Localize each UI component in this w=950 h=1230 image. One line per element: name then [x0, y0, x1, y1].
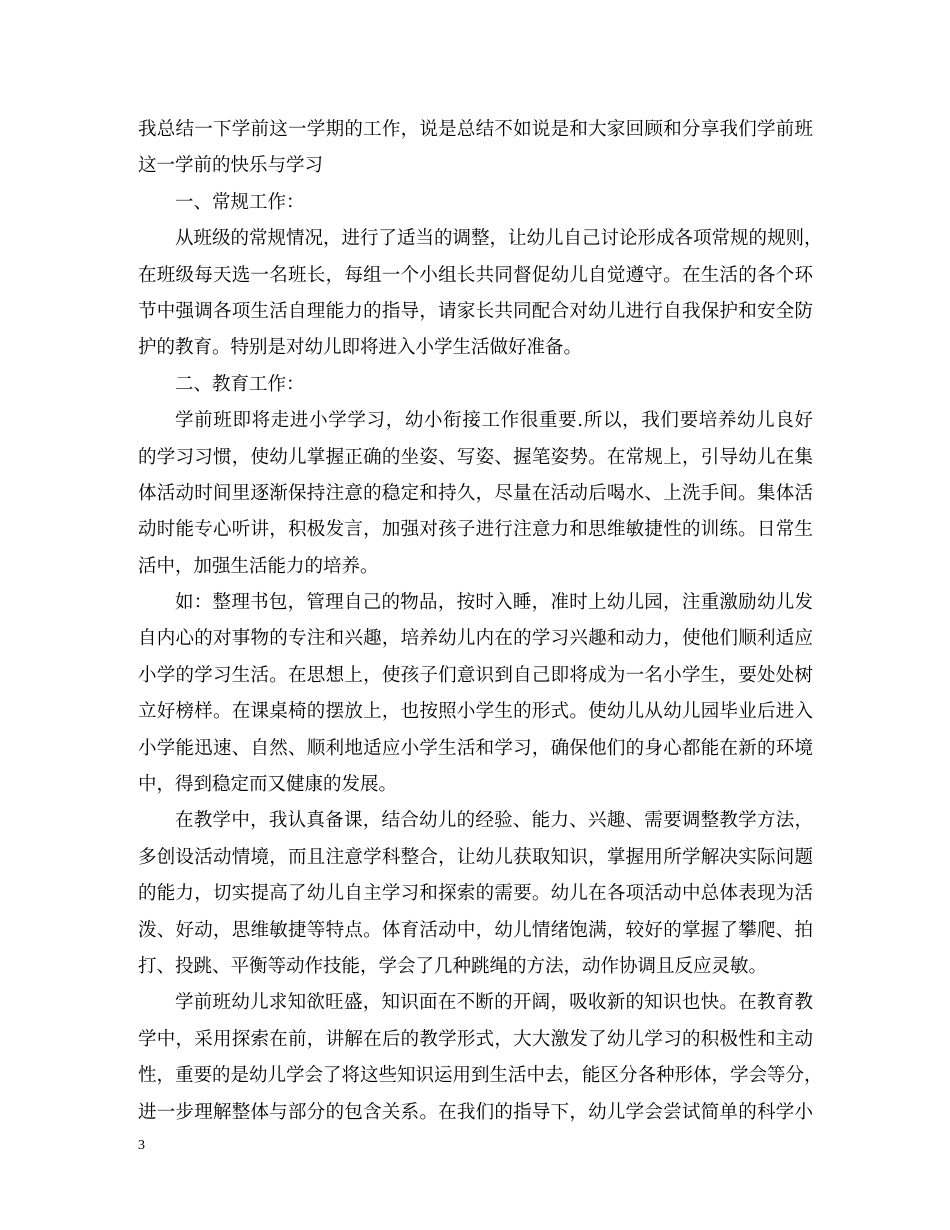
- text-line: 从班级的常规情况，进行了适当的调整，让幼儿自己讨论形成各项常规的规则，: [175, 228, 823, 250]
- text-line: 自内心的对事物的专注和兴趣，培养幼儿内在的学习兴趣和动力，使他们顺利适应: [138, 628, 813, 650]
- text-line: 泼、好动，思维敏捷等特点。体育活动中，幼儿情绪饱满，较好的掌握了攀爬、拍: [138, 919, 813, 941]
- text-line: 学前班即将走进小学学习，幼小衔接工作很重要.所以，我们要培养幼儿良好: [175, 410, 813, 432]
- text-line: 在教学中，我认真备课，结合幼儿的经验、能力、兴趣、需要调整教学方法，: [175, 810, 813, 832]
- text-line: 进一步理解整体与部分的包含关系。在我们的指导下，幼儿学会尝试简单的科学小: [138, 1101, 813, 1123]
- text-line: 这一学前的快乐与学习: [138, 155, 324, 177]
- text-line: 多创设活动情境，而且注意学科整合，让幼儿获取知识，掌握用所学解决实际问题: [138, 846, 813, 868]
- text-line: 护的教育。特别是对幼儿即将进入小学生活做好准备。: [138, 337, 583, 359]
- text-line: 体活动时间里逐渐保持注意的稳定和持久，尽量在活动后喝水、上洗手间。集体活: [138, 482, 813, 504]
- text-line: 学中，采用探索在前，讲解在后的教学形式，大大激发了幼儿学习的积极性和主动: [138, 1028, 813, 1050]
- text-line: 小学能迅速、自然、顺利地适应小学生活和学习，确保他们的身心都能在新的环境: [138, 737, 813, 759]
- text-line: 的学习习惯，使幼儿掌握正确的坐姿、写姿、握笔姿势。在常规上，引导幼儿在集: [138, 446, 813, 468]
- text-line: 的能力，切实提高了幼儿自主学习和探索的需要。幼儿在各项活动中总体表现为活: [138, 883, 813, 905]
- text-line: 如：整理书包，管理自己的物品，按时入睡，准时上幼儿园，注重激励幼儿发: [175, 592, 813, 614]
- document-body: [138, 112, 823, 1131]
- text-line: 性，重要的是幼儿学会了将这些知识运用到生活中去，能区分各种形体，学会等分，: [138, 1065, 823, 1087]
- text-line: 我总结一下学前这一学期的工作，说是总结不如说是和大家回顾和分享我们学前班: [138, 119, 813, 140]
- text-line: 活中，加强生活能力的培养。: [138, 555, 379, 577]
- text-line: 立好榜样。在课桌椅的摆放上，也按照小学生的形式。使幼儿从幼儿园毕业后进入: [138, 701, 813, 723]
- text-line: 节中强调各项生活自理能力的指导，请家长共同配合对幼儿进行自我保护和安全防: [138, 300, 813, 322]
- text-line: 在班级每天选一名班长，每组一个小组长共同督促幼儿自觉遵守。在生活的各个环: [138, 264, 813, 286]
- text-line: 学前班幼儿求知欲旺盛，知识面在不断的开阔，吸收新的知识也快。在教育教: [175, 992, 813, 1014]
- section-heading: 一、常规工作：: [175, 191, 305, 213]
- section-heading: 二、教育工作：: [175, 373, 305, 395]
- page-number: 3: [138, 1138, 145, 1153]
- text-line: 小学的学习生活。在思想上，使孩子们意识到自己即将成为一名小学生，要处处树: [138, 664, 813, 686]
- text-line: 动时能专心听讲，积极发言，加强对孩子进行注意力和思维敏捷性的训练。日常生: [138, 519, 813, 541]
- text-line: 打、投跳、平衡等动作技能，学会了几种跳绳的方法，动作协调且反应灵敏。: [138, 955, 768, 977]
- text-line: 中，得到稳定而又健康的发展。: [138, 774, 398, 796]
